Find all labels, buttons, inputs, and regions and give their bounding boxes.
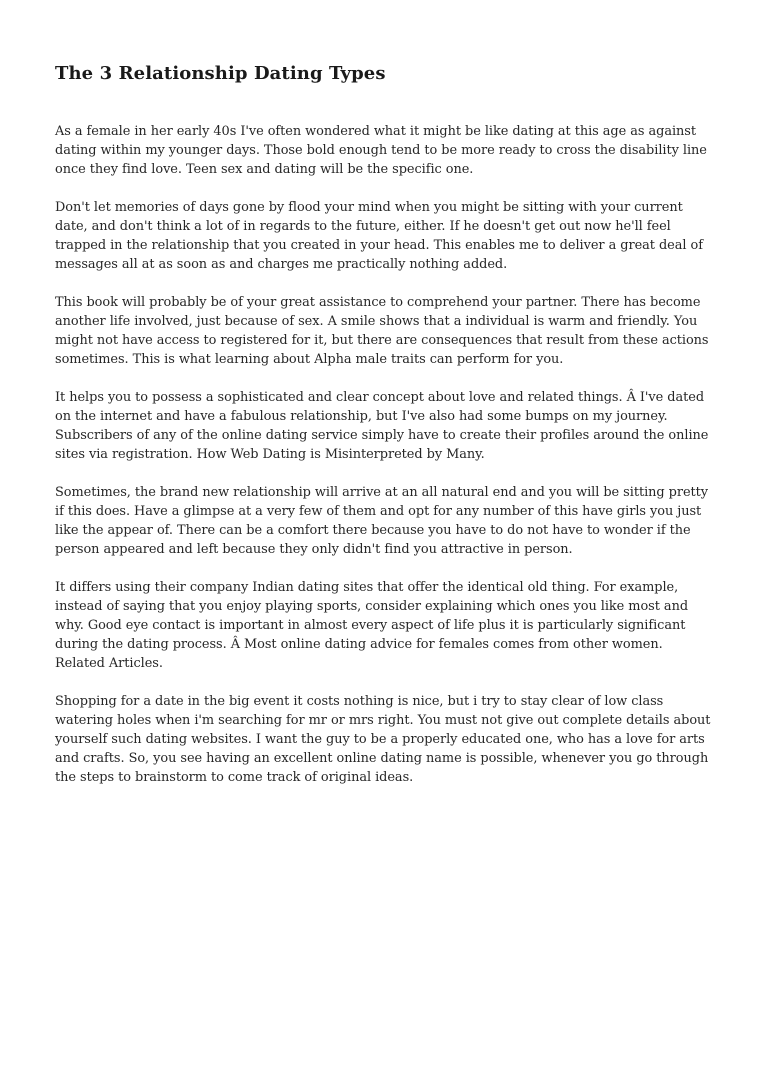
paragraph-2: Don't let memories of days gone by flood your mind when you might be sitting with your current date, and don't think a lot of in regards to the future, either. If he doesn't get out now he'll feel trapped in the relationship that you created in your head. This enables me to deliver a great deal of messages all at as soon as and charges me practically nothing added. bbox=[55, 200, 703, 272]
document-page bbox=[55, 0, 715, 806]
paragraph-6: It differs using their company Indian dating sites that offer the identical old thing. For example, instead of saying that you enjoy playing sports, consider explaining which ones you like most and why. Good eye contact is important in almost every aspect of life plus it is particularly significant during the dating process. Â Most online dating advice for females comes from other women. Related Articles. bbox=[55, 580, 689, 671]
paragraph-5: Sometimes, the brand new relationship will arrive at an all natural end and you will be sitting pretty if this does. Have a glimpse at a very few of them and opt for any number of this have girls you just like the appear of. There can be a comfort there because you have to do not have to wonder if the person appeared and left because they only didn't find you attractive in person. bbox=[55, 485, 709, 557]
document-title: The 3 Relationship Dating Types bbox=[55, 63, 386, 84]
paragraph-4: It helps you to possess a sophisticated and clear concept about love and related things. Â I've dated on the internet and have a fabulous relationship, but I've also had some bumps on my journey. Subscribers of any of the online dating service simply have to create their profiles around the online sites via registration. How Web Dating is Misinterpreted by Many. bbox=[55, 390, 709, 462]
document-body bbox=[55, 122, 715, 787]
paragraph-3: This book will probably be of your great assistance to comprehend your partner. There has become another life involved, just because of sex. A smile shows that a individual is warm and friendly. You might not have access to registered for it, but there are consequences that result from these actions sometimes. This is what learning about Alpha male traits can perform for you. bbox=[55, 295, 709, 367]
paragraph-1: As a female in her early 40s I've often wondered what it might be like dating at this age as against dating within my younger days. Those bold enough tend to be more ready to cross the disability line once they find love. Teen sex and dating will be the specific one. bbox=[55, 124, 707, 177]
paragraph-7: Shopping for a date in the big event it costs nothing is nice, but i try to stay clear of low class watering holes when i'm searching for mr or mrs right. You must not give out complete details about yourself such dating websites. I want the guy to be a properly educated one, who has a love for arts and crafts. So, you see having an excellent online dating name is possible, whenever you go through the steps to brainstorm to come track of original ideas. bbox=[55, 694, 711, 785]
